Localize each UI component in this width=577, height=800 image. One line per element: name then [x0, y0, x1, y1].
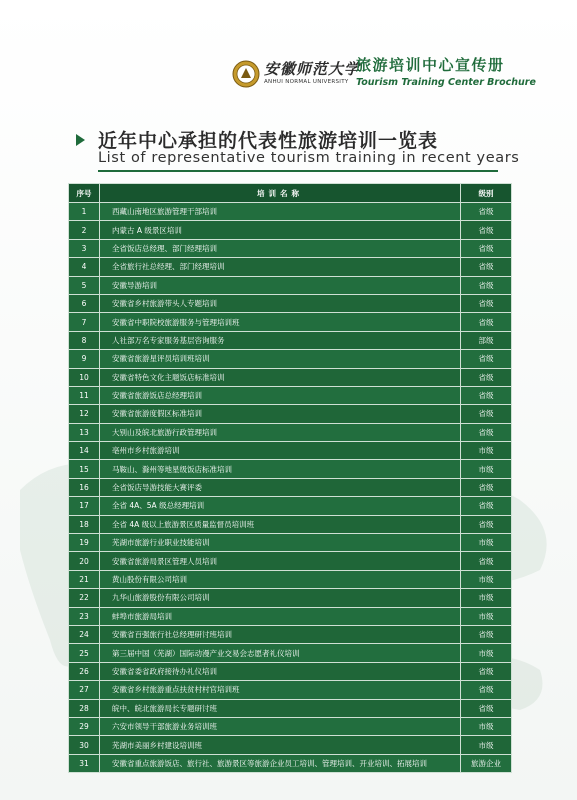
row-level: 省级 — [461, 221, 512, 239]
table-row — [69, 625, 512, 643]
table-row — [69, 662, 512, 680]
table-row — [69, 368, 512, 386]
row-training-name: 全省旅行社总经理、部门经理培训 — [100, 258, 461, 276]
row-number: 1 — [69, 203, 100, 221]
row-training-name: 大别山及皖北旅游行政管理培训 — [100, 423, 461, 441]
row-training-name: 亳州市乡村旅游培训 — [100, 442, 461, 460]
title-divider — [98, 170, 498, 172]
row-level: 省级 — [461, 625, 512, 643]
row-training-name: 安徽省乡村旅游带头人专题培训 — [100, 294, 461, 312]
table-row — [69, 386, 512, 404]
row-number: 4 — [69, 258, 100, 276]
table-row — [69, 203, 512, 221]
row-number: 31 — [69, 754, 100, 772]
row-level: 部级 — [461, 331, 512, 349]
row-number: 22 — [69, 589, 100, 607]
page-title-cn: 近年中心承担的代表性旅游培训一览表 — [98, 130, 439, 152]
title-arrow-icon — [76, 134, 85, 146]
table-row — [69, 313, 512, 331]
row-number: 12 — [69, 405, 100, 423]
row-level: 省级 — [461, 497, 512, 515]
row-number: 17 — [69, 497, 100, 515]
row-level: 省级 — [461, 203, 512, 221]
header-name: 培训名称 — [100, 184, 461, 203]
row-level: 市级 — [461, 570, 512, 588]
row-number: 21 — [69, 570, 100, 588]
table-row — [69, 717, 512, 735]
row-training-name: 六安市领导干部旅游业务培训班 — [100, 717, 461, 735]
row-number: 13 — [69, 423, 100, 441]
table-body — [69, 203, 512, 773]
page-title-en: List of representative tourism training in recent years — [98, 150, 520, 166]
row-level: 市级 — [461, 736, 512, 754]
row-training-name: 人社部万名专家服务基层咨询服务 — [100, 331, 461, 349]
university-name-cn: 安徽师范大学 — [264, 60, 361, 78]
row-training-name: 安徽省重点旅游饭店、旅行社、旅游景区等旅游企业员工培训、管理培训、开业培训、拓展培训 — [100, 754, 461, 772]
row-level: 旅游企业 — [461, 754, 512, 772]
row-level: 市级 — [461, 460, 512, 478]
row-training-name: 马鞍山、滁州等地星级饭店标准培训 — [100, 460, 461, 478]
row-level: 省级 — [461, 423, 512, 441]
row-level: 市级 — [461, 442, 512, 460]
row-number: 3 — [69, 239, 100, 257]
table-row — [69, 294, 512, 312]
table-row — [69, 699, 512, 717]
row-level: 省级 — [461, 350, 512, 368]
row-level: 省级 — [461, 276, 512, 294]
row-number: 11 — [69, 386, 100, 404]
row-level: 省级 — [461, 239, 512, 257]
row-number: 14 — [69, 442, 100, 460]
row-training-name: 芜湖市旅游行业职业技能培训 — [100, 534, 461, 552]
row-training-name: 安徽省百强旅行社总经理研讨班培训 — [100, 625, 461, 643]
row-level: 省级 — [461, 386, 512, 404]
row-number: 9 — [69, 350, 100, 368]
row-training-name: 全省饭店总经理、部门经理培训 — [100, 239, 461, 257]
table-row — [69, 221, 512, 239]
row-training-name: 芜湖市美丽乡村建设培训班 — [100, 736, 461, 754]
table-row — [69, 405, 512, 423]
brochure-header — [232, 52, 562, 98]
row-training-name: 蚌埠市旅游局培训 — [100, 607, 461, 625]
row-number: 8 — [69, 331, 100, 349]
row-number: 18 — [69, 515, 100, 533]
row-level: 省级 — [461, 313, 512, 331]
table-row — [69, 589, 512, 607]
row-number: 7 — [69, 313, 100, 331]
table-row — [69, 681, 512, 699]
row-training-name: 安徽省旅游局景区管理人员培训 — [100, 552, 461, 570]
table-row — [69, 423, 512, 441]
row-training-name: 安徽省旅游星评员培训班培训 — [100, 350, 461, 368]
row-level: 省级 — [461, 552, 512, 570]
table-row — [69, 478, 512, 496]
header-no: 序号 — [69, 184, 100, 203]
row-level: 省级 — [461, 662, 512, 680]
row-number: 24 — [69, 625, 100, 643]
training-table-grid — [68, 183, 512, 773]
table-row — [69, 754, 512, 772]
row-training-name: 全省 4A、5A 级总经理培训 — [100, 497, 461, 515]
row-training-name: 安徽省特色文化主题饭店标准培训 — [100, 368, 461, 386]
row-number: 19 — [69, 534, 100, 552]
row-number: 30 — [69, 736, 100, 754]
header-level: 级别 — [461, 184, 512, 203]
university-name-en: ANHUI NORMAL UNIVERSITY — [264, 79, 349, 85]
row-number: 26 — [69, 662, 100, 680]
row-number: 10 — [69, 368, 100, 386]
row-level: 省级 — [461, 258, 512, 276]
row-training-name: 第三届中国（芜湖）国际动漫产业交易会志愿者礼仪培训 — [100, 644, 461, 662]
row-number: 28 — [69, 699, 100, 717]
row-number: 16 — [69, 478, 100, 496]
table-row — [69, 239, 512, 257]
table-row — [69, 442, 512, 460]
row-level: 省级 — [461, 478, 512, 496]
row-training-name: 安徽省委省政府接待办礼仪培训 — [100, 662, 461, 680]
row-training-name: 安徽省中职院校旅游服务与管理培训班 — [100, 313, 461, 331]
row-number: 2 — [69, 221, 100, 239]
row-training-name: 西藏山南地区旅游管理干部培训 — [100, 203, 461, 221]
row-number: 27 — [69, 681, 100, 699]
row-number: 25 — [69, 644, 100, 662]
row-training-name: 皖中、皖北旅游局长专题研讨班 — [100, 699, 461, 717]
table-row — [69, 460, 512, 478]
table-row — [69, 736, 512, 754]
row-level: 省级 — [461, 515, 512, 533]
row-training-name: 全省饭店导游技能大赛评委 — [100, 478, 461, 496]
university-emblem-icon — [232, 60, 260, 88]
brochure-title-en: Tourism Training Center Brochure — [356, 77, 536, 88]
table-row — [69, 644, 512, 662]
table-row — [69, 515, 512, 533]
row-number: 23 — [69, 607, 100, 625]
row-training-name: 内蒙古 A 级景区培训 — [100, 221, 461, 239]
table-row — [69, 258, 512, 276]
row-level: 市级 — [461, 717, 512, 735]
table-row — [69, 534, 512, 552]
row-training-name: 黄山股份有限公司培训 — [100, 570, 461, 588]
table-row — [69, 276, 512, 294]
table-row — [69, 607, 512, 625]
row-number: 6 — [69, 294, 100, 312]
row-training-name: 安徽省乡村旅游重点扶贫村村官培训班 — [100, 681, 461, 699]
row-level: 省级 — [461, 681, 512, 699]
row-training-name: 安徽导游培训 — [100, 276, 461, 294]
row-level: 省级 — [461, 405, 512, 423]
row-training-name: 安徽省旅游度假区标准培训 — [100, 405, 461, 423]
row-level: 省级 — [461, 294, 512, 312]
row-level: 市级 — [461, 589, 512, 607]
table-row — [69, 570, 512, 588]
table-row — [69, 331, 512, 349]
row-number: 29 — [69, 717, 100, 735]
row-number: 20 — [69, 552, 100, 570]
row-training-name: 九华山旅游股份有限公司培训 — [100, 589, 461, 607]
table-row — [69, 552, 512, 570]
row-level: 市级 — [461, 644, 512, 662]
training-table — [68, 183, 512, 768]
row-level: 省级 — [461, 368, 512, 386]
brochure-title-cn: 旅游培训中心宣传册 — [356, 56, 505, 74]
row-level: 市级 — [461, 534, 512, 552]
row-training-name: 安徽省旅游饭店总经理培训 — [100, 386, 461, 404]
table-header-row — [69, 184, 512, 203]
row-number: 5 — [69, 276, 100, 294]
row-training-name: 全省 4A 级以上旅游景区质量监督员培训班 — [100, 515, 461, 533]
row-number: 15 — [69, 460, 100, 478]
row-level: 省级 — [461, 699, 512, 717]
table-row — [69, 350, 512, 368]
row-level: 市级 — [461, 607, 512, 625]
table-row — [69, 497, 512, 515]
